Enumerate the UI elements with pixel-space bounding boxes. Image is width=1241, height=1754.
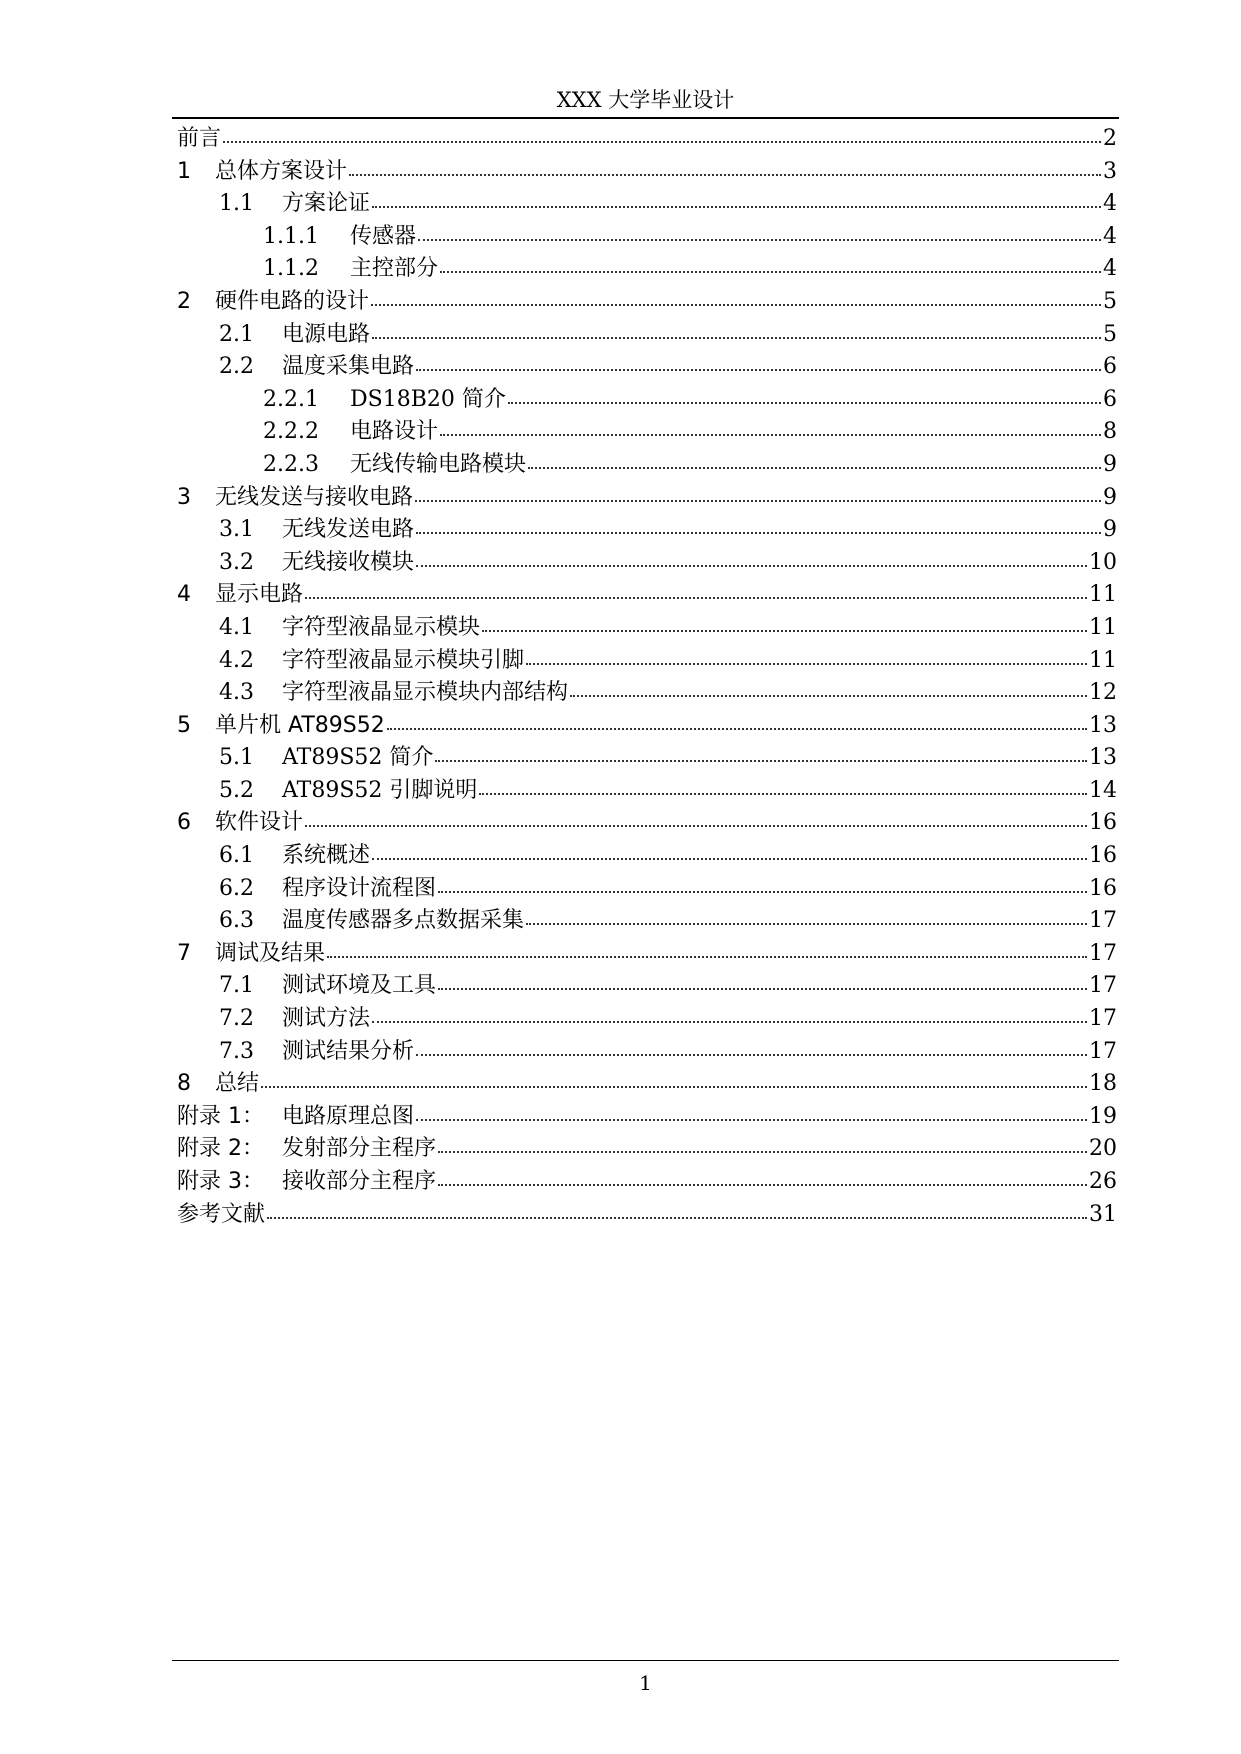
toc-dot-leader [372,188,1101,210]
toc-entry[interactable] [177,1133,1117,1166]
toc-entry-title: 主控部分 [350,256,439,282]
toc-entry[interactable] [177,449,1117,482]
toc-entry[interactable] [177,807,1117,840]
toc-dot-leader [570,677,1087,699]
toc-entry-page: 19 [1089,1103,1117,1129]
toc-entry-page: 4 [1103,256,1117,282]
toc-entry-title: 接收部分主程序 [282,1169,437,1194]
toc-entry-number: 7.2 [219,1006,254,1032]
toc-dot-leader [223,123,1101,145]
toc-entry[interactable] [177,710,1117,743]
toc-entry[interactable] [177,351,1117,384]
toc-entry-page: 31 [1089,1201,1117,1227]
toc-entry-title: 温度传感器多点数据采集 [282,908,525,934]
toc-dot-leader [508,384,1101,406]
toc-entry-number: 3.2 [219,549,254,575]
toc-dot-leader [416,1036,1087,1058]
toc-entry[interactable] [177,579,1117,612]
toc-entry[interactable] [177,775,1117,808]
toc-dot-leader [438,970,1087,992]
toc-entry-page: 11 [1089,582,1117,608]
toc-entry[interactable] [177,286,1117,319]
toc-entry-page: 5 [1103,288,1117,314]
toc-entry-page: 12 [1089,680,1117,706]
toc-entry[interactable] [177,416,1117,449]
toc-entry[interactable] [177,1036,1117,1069]
toc-entry[interactable] [177,742,1117,775]
toc-dot-leader [305,579,1087,601]
toc-entry[interactable] [177,1068,1117,1101]
toc-dot-leader [526,645,1087,667]
footer-divider [172,1660,1119,1661]
toc-entry-page: 16 [1089,875,1117,901]
toc-dot-leader [327,938,1087,960]
toc-entry-title: 发射部分主程序 [282,1136,437,1162]
toc-entry-title: 无线接收模块 [282,549,415,575]
toc-entry[interactable] [177,1199,1117,1232]
toc-entry-title: 系统概述 [282,843,371,869]
toc-entry-title: 电路原理总图 [282,1103,415,1129]
toc-entry-number: 2.2 [219,354,254,380]
toc-entry-title: 方案论证 [282,191,371,217]
header-divider [172,117,1119,119]
toc-entry-number: 6.1 [219,843,254,869]
page-number: 1 [639,1671,652,1695]
toc-entry[interactable] [177,156,1117,189]
toc-entry[interactable] [177,645,1117,678]
toc-dot-leader [438,873,1087,895]
toc-entry-title: 程序设计流程图 [282,875,437,901]
toc-entry-number: 2.2.1 [263,386,319,412]
toc-entry-title: 字符型液晶显示模块 [282,614,481,640]
toc-entry-page: 9 [1103,484,1117,510]
toc-dot-leader [528,449,1101,471]
toc-entry-page: 4 [1103,223,1117,249]
toc-entry-number: 6.2 [219,875,254,901]
toc-dot-leader [440,416,1101,438]
toc-entry-title: 电源电路 [282,321,371,347]
toc-dot-leader [440,253,1101,275]
toc-entry-title: 无线传输电路模块 [350,451,527,477]
toc-dot-leader [418,221,1101,243]
toc-dot-leader [372,1003,1087,1025]
toc-dot-leader [349,156,1101,178]
toc-entry-page: 11 [1089,647,1117,673]
toc-dot-leader [387,710,1087,732]
toc-entry-page: 5 [1103,321,1117,347]
toc-entry-number: 4.1 [219,614,254,640]
toc-entry-number: 4.2 [219,647,254,673]
toc-entry[interactable] [177,123,1117,156]
toc-entry-page: 18 [1089,1071,1117,1097]
toc-entry-number: 2 [177,288,191,314]
toc-entry-number: 4 [177,582,191,608]
toc-entry-page: 16 [1089,810,1117,836]
toc-dot-leader [416,514,1101,536]
toc-entry-page: 14 [1089,777,1117,803]
toc-entry-title: 硬件电路的设计 [215,288,370,314]
toc-entry-number: 5.1 [219,745,254,771]
toc-entry[interactable] [177,514,1117,547]
toc-dot-leader [438,1166,1087,1188]
toc-entry[interactable] [177,677,1117,710]
toc-entry[interactable] [177,384,1117,417]
toc-entry-title: 电路设计 [350,419,439,445]
toc-entry[interactable] [177,482,1117,515]
toc-entry-title: 总结 [215,1071,260,1097]
toc-entry[interactable] [177,612,1117,645]
toc-entry-title: 参考文献 [177,1201,266,1227]
toc-entry[interactable] [177,873,1117,906]
toc-entry-page: 17 [1089,1038,1117,1064]
toc-entry[interactable] [177,1003,1117,1036]
toc-entry-page: 13 [1089,712,1117,738]
toc-entry-page: 16 [1089,843,1117,869]
toc-entry-title: 显示电路 [215,582,304,608]
toc-entry[interactable] [177,1101,1117,1134]
toc-entry-number: 2.2.2 [263,419,319,445]
toc-dot-leader [482,612,1087,634]
toc-dot-leader [435,742,1087,764]
toc-entry-number: 1.1.1 [263,223,319,249]
toc-entry-title: 字符型液晶显示模块内部结构 [282,680,569,706]
toc-entry-number: 8 [177,1071,191,1097]
toc-dot-leader [526,905,1087,927]
toc-entry-number: 附录 2： [177,1136,264,1162]
toc-entry-page: 17 [1089,1006,1117,1032]
toc-entry-title: 前言 [177,126,222,151]
toc-dot-leader [267,1199,1087,1221]
toc-dot-leader [372,319,1101,341]
toc-entry-title: 测试结果分析 [282,1038,415,1064]
toc-entry-number: 5 [177,712,191,738]
toc-entry-page: 8 [1103,419,1117,445]
toc-entry-title: 总体方案设计 [215,158,348,184]
toc-entry-number: 附录 3： [177,1169,264,1194]
toc-entry-page: 20 [1089,1136,1117,1162]
toc-entry-page: 17 [1089,940,1117,966]
toc-entry-number: 6.3 [219,908,254,934]
toc-entry-title: 温度采集电路 [282,354,415,380]
toc-entry-page: 3 [1103,158,1117,184]
toc-entry-title: 软件设计 [215,810,304,836]
toc-entry-number: 7 [177,940,191,966]
toc-entry-title: 测试环境及工具 [282,973,437,999]
toc-entry-page: 9 [1103,517,1117,543]
table-of-contents [177,123,1117,1231]
toc-entry-page: 10 [1089,549,1117,575]
toc-entry[interactable] [177,905,1117,938]
toc-entry-title: 无线发送与接收电路 [215,484,414,510]
toc-entry-page: 6 [1103,354,1117,380]
toc-entry-number: 1 [177,158,191,184]
toc-entry-page: 2 [1103,126,1117,151]
toc-entry-page: 26 [1089,1169,1117,1194]
toc-entry-number: 4.3 [219,680,254,706]
toc-entry-title: 测试方法 [282,1006,371,1032]
toc-entry-page: 17 [1089,908,1117,934]
toc-entry-page: 6 [1103,386,1117,412]
toc-entry[interactable] [177,1166,1117,1199]
toc-entry-page: 13 [1089,745,1117,771]
toc-entry[interactable] [177,188,1117,221]
toc-entry-title: DS18B20 简介 [350,386,506,412]
toc-dot-leader [305,807,1087,829]
toc-entry-number: 1.1.2 [263,256,319,282]
toc-dot-leader [438,1133,1087,1155]
toc-entry-title: 字符型液晶显示模块引脚 [282,647,525,673]
toc-entry[interactable] [177,970,1117,1003]
toc-entry[interactable] [177,547,1117,580]
toc-dot-leader [416,547,1087,569]
toc-dot-leader [416,351,1101,373]
toc-entry-title: 无线发送电路 [282,517,415,543]
toc-entry-number: 3 [177,484,191,510]
toc-dot-leader [261,1068,1087,1090]
toc-entry-title: 单片机 AT89S52 [215,712,385,738]
toc-entry-page: 9 [1103,451,1117,477]
toc-entry-title: AT89S52 简介 [282,745,434,771]
toc-entry-number: 1.1 [219,191,254,217]
toc-entry[interactable] [177,253,1117,286]
toc-dot-leader [372,840,1087,862]
toc-entry[interactable] [177,221,1117,254]
page-header-title: XXX 大学毕业设计 [556,88,735,112]
toc-entry-page: 11 [1089,614,1117,640]
toc-entry[interactable] [177,938,1117,971]
toc-entry-number: 6 [177,810,191,836]
toc-entry-title: 调试及结果 [215,940,326,966]
toc-entry-title: 传感器 [350,223,417,249]
toc-dot-leader [371,286,1101,308]
toc-entry[interactable] [177,319,1117,352]
toc-entry-number: 2.1 [219,321,254,347]
toc-entry-page: 17 [1089,973,1117,999]
toc-entry-title: AT89S52 引脚说明 [282,777,478,803]
toc-dot-leader [479,775,1087,797]
toc-dot-leader [415,482,1101,504]
toc-entry-page: 4 [1103,191,1117,217]
toc-entry-number: 2.2.3 [263,451,319,477]
toc-entry[interactable] [177,840,1117,873]
toc-entry-number: 附录 1： [177,1103,264,1129]
toc-dot-leader [416,1101,1087,1123]
toc-entry-number: 3.1 [219,517,254,543]
toc-entry-number: 7.1 [219,973,254,999]
toc-entry-number: 7.3 [219,1038,254,1064]
toc-entry-number: 5.2 [219,777,254,803]
